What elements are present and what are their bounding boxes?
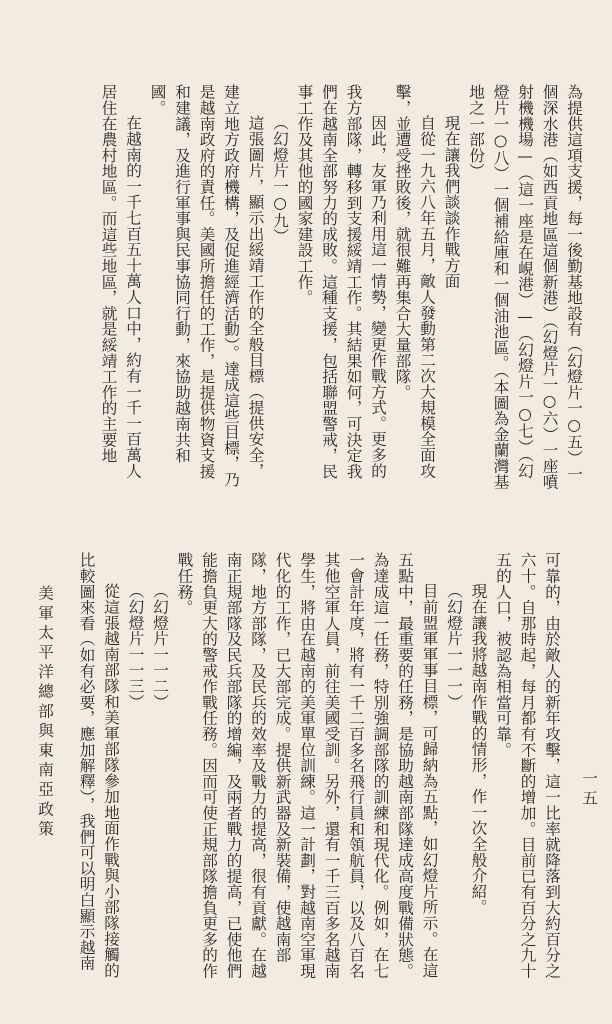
paragraph: （幻燈片一一二） [151,583,169,710]
paragraph: （幻燈片一○九） [271,115,289,244]
paragraph: 從這張越南部隊和美軍部隊參加地面作戰與小部隊接觸的比較圖來看（如有必要，應加解釋），我們可以明白顯示越南 [77,552,120,979]
paragraph: 為提供這項支援，每一後勤基地設有（幻燈片一○五）一個深水港（如西貢地區這個新港）（幻燈片一○六）一座噴射機機場—（這一座是在峴港）—（幻燈片一○七）（幻燈片一○八）一個補給庫和一個油池區。（本圖為金蘭灣基地之一部份） [467,84,583,490]
paragraph: （幻燈片一一一） [445,583,463,710]
paragraph: 現在讓我們談談作戰方面 [442,115,461,289]
paragraph: （幻燈片一一三） [126,583,145,710]
paragraph: 在越南的一千七百五十萬人口中，約有一千一百萬人居住在農村地區。而這些地區，就是綏靖工作的主要地 [99,84,142,479]
paragraph: 自從一九六八年五月，敵人發動第二次大規模全面攻擊，並遭受挫敗後，就很難再集合大量部隊。 [393,84,436,479]
paragraph: 目前盟軍軍事目標，可歸納為五點，如幻燈片所示。在這五點中，最重要的任務，是協助越南部隊達成高度戰備狀態。為達成這一任務，特別強調部隊的訓練和現代化。例如，在七一會計年度，將有一千二百多名飛行員和領航員，以及八百名其他空軍人員，前往美國受訓。另外，還有一千三百多名越南學生，將由在越南的美軍單位訓練。這一計劃，對越南空軍現代化的工作，已大部完成。提供新武器及新裝備，使越南部隊，地方部隊，及民兵的效率及戰力的提高，很有貢獻。在越南正規部隊及民兵部隊的增編，及兩者戰力的提高，已使他們能擔負更大的警戒作戰任務。因而可使正規部隊擔負更多的作戰任務。 [175,552,439,979]
paragraph: 可靠的，由於敵人的新年攻擊，這一比率就降落到大約百分之六十。自那時起，每月都有不斷的增加。目前已有百分之九十五的人口，被認為相當可靠。 [494,552,561,979]
paragraph: 因此，友軍乃利用這一情勢，變更作戰方式。更多的我方部隊，轉移到支援綏靖工作。其結果如何，可決定我們在越南全部努力的成敗。這種支援，包括聯盟警戒，民事工作及其他的國家建設工作。 [295,84,387,479]
bottom-text-block [72,552,564,982]
top-text-block [96,84,586,494]
running-header: 美軍太平洋總部與東南亞政策 [36,585,54,840]
page-number: 一五 [580,770,598,810]
paragraph: 這張圖片，顯示出綏靖工作的全般目標（提供安全，建立地方政府機構，及促進經濟活動）。達成這些目標，乃是越南政府的責任。美國所擔任的工作，是提供物資支援和建議，及進行軍事與民事協同行動，來協助越南共和國。 [148,84,265,487]
paragraph: 現在讓我將越南作戰的情形，作一次全般介紹。 [469,583,488,915]
